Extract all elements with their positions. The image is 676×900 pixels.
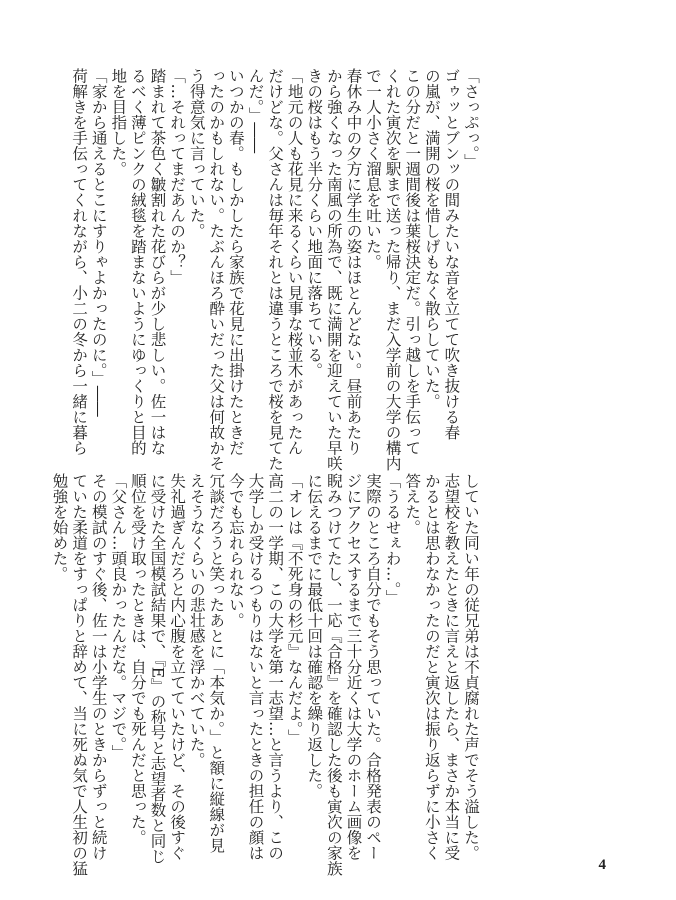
top-line: んだ。」―― [246,68,265,154]
text-block-lower [50,473,480,876]
top-line: う得意気に言っていた。 [187,68,206,239]
bottom-line: 冗談だろうと笑ったあとに「本気か。」と額に縦線が見 [207,473,226,853]
bottom-line: 高二の一学期、この大学を第一志望…と言うより、この [266,473,285,861]
bottom-line: 「うるせぇわ…。」 [383,473,402,605]
top-line: ゴゥッとブンッの間みたいな音を立てて吹き抜ける春 [442,68,461,440]
bottom-line: 勉強を始めた。 [50,473,69,582]
top-line: くれた寅次を駅まで送った帰り、まだ入学前の大学の構内 [383,68,402,471]
top-line: で一人小さく溜息を吐いた。 [364,68,383,270]
top-line: 踏まれて茶色く皺割れた花びらが少し悲しい。佐一はな [148,68,167,456]
text-block-upper [70,68,480,471]
bottom-line: していた同い年の従兄弟は不貞腐れた声でそう溢した。 [462,473,480,861]
bottom-line: 実際のところ自分でもそう思っていた。合格発表のペー [364,473,383,861]
bottom-line: ジにアクセスするまで三十分近くは大学のホーム画像を [344,473,363,861]
bottom-line: 順位を受け取ったときは、自分でも死んだと思った。 [128,473,147,845]
top-line: いつかの春。もしかしたら家族で花見に出掛けたときだ [226,68,245,456]
bottom-line: 「父さん…頭良かったんだな。マジで。」 [109,473,128,760]
bottom-line: 失礼過ぎんだろと内心腹を立てていたけど、その後すぐ [168,473,187,861]
top-line: 春休み中の夕方に学生の姿はほとんどない。昼前あたり [344,68,363,456]
bottom-line: 今でも忘れられない。 [226,473,245,628]
bottom-line: に伝えるまでに最低十回は確認を繰り返した。 [305,473,324,799]
top-line: だけどな。父さんは毎年それとは違うところで桜を見てた [266,68,285,471]
bottom-line: 答えた。 [403,473,422,535]
bottom-line: に受けた全国模試結果で、『E』の称号と志望者数と同じ [148,473,167,865]
bottom-line: 志望校を教えたときに言えと返したら、まさか本当に受 [442,473,461,861]
bottom-line: その模試のすぐ後、佐一は小学生のときからずっと続け [89,473,108,861]
bottom-line: 「オレは『不死身の杉元』なんだよ。」 [285,473,304,745]
top-line: から強くなった南風の所為で、既に満開を迎えていた早咲 [324,68,343,471]
top-line: きの桜はもう半分くらい地面に落ちている。 [305,68,324,378]
bottom-line: 大学しか受けるつもりはないと言ったときの担任の顔は [246,473,265,861]
top-line: 地を目指した。 [109,68,128,177]
bottom-line: 睨みつけてたし、一応『合格』を確認した後も寅次の家族 [324,473,343,876]
top-line: ったのかもしれない。たぶんほろ酔いだった父は何故かそ [207,68,226,471]
bottom-line: えそうなくらいの悲壮感を浮かべていた。 [187,473,206,768]
bottom-line: ていた柔道をすっぱりと辞めて、当に死ぬ気で人生初の猛 [70,473,89,876]
top-line: 「…それってまだあんのか？」 [168,68,187,285]
bottom-line: かるとは思わなかったのだと寅次は振り返らずに小さく [422,473,441,861]
top-line: この分だと一週間後は葉桜決定だ。引っ越しを手伝って [403,68,422,456]
top-line: の嵐が、満開の桜を惜しげもなく散らしていた。 [422,68,441,409]
top-line: 「さっぷっ。」 [462,68,480,169]
page-number: 4 [598,857,606,873]
top-line: るべく薄ピンクの絨毯を踏まないようにゆっくりと目的 [128,68,147,456]
top-line: 「地元の人も花見に来るくらい見事な桜並木があったん [285,68,304,456]
top-line: 荷解きを手伝ってくれながら、小二の冬から一緒に暮ら [70,68,89,456]
top-line: 「家から通えるとこにすりゃよかったのに。」―― [89,68,108,417]
